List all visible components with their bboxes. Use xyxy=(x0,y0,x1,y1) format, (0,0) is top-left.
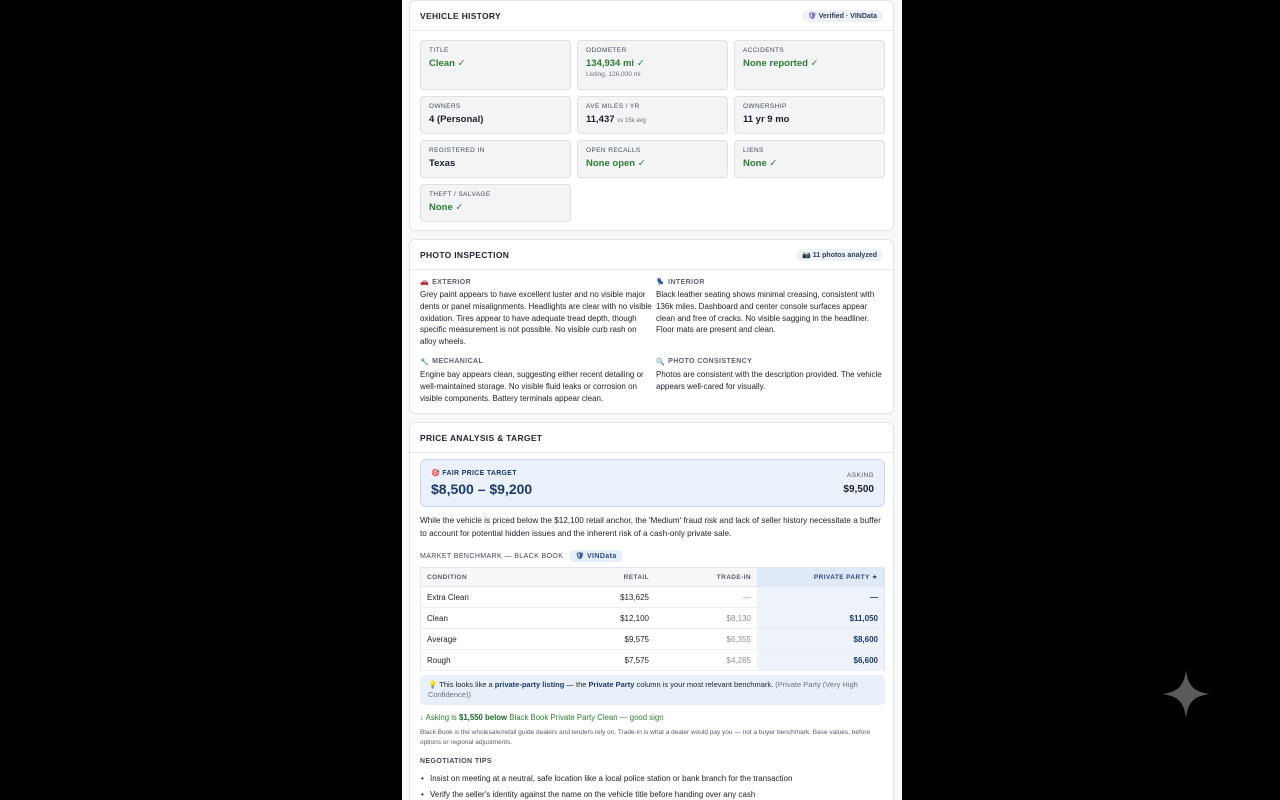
vindata-badge: 🛡 VINData xyxy=(569,550,622,562)
vehicle-history-card xyxy=(409,0,894,231)
table-row: Extra Clean $13,625 — — xyxy=(421,587,885,608)
history-cell-theft: THEFT / SALVAGE None ✓ xyxy=(420,184,571,222)
inspection-mechanical: 🔧 MECHANICAL Engine bay appears clean, suggesting either recent detailing or well-maintained storage. No visible fluid leaks or corrosion on visible components. Battery terminals appear clean. xyxy=(420,358,644,403)
list-item: • Insist on meeting at a neutral, safe location like a local police station or bank branch for the transaction xyxy=(420,771,885,787)
magnifier-icon: 🔍 xyxy=(656,358,666,366)
private-party-hint: 💡 This looks like a private-party listing — the Private Party column is your most relevant benchmark. (Private Party (Very High Confidence)) xyxy=(420,675,885,705)
wrench-icon: 🔧 xyxy=(420,358,430,366)
history-cell-recalls: OPEN RECALLS None open ✓ xyxy=(577,140,728,178)
inspection-photo-consistency: 🔍 PHOTO CONSISTENCY Photos are consistent with the description provided. The vehicle appears well-cared for visually. xyxy=(656,358,882,391)
negotiation-tips-label: NEGOTIATION TIPS xyxy=(420,758,492,765)
fair-price-value: $8,500 – $9,200 xyxy=(431,481,533,497)
col-retail: RETAIL xyxy=(553,568,655,587)
history-cell-odometer: ODOMETER 134,934 mi ✓ Listing, 126,000 mi xyxy=(577,40,728,90)
col-private-party: PRIVATE PARTY ★ xyxy=(757,568,885,587)
price-analysis-title: PRICE ANALYSIS & TARGET xyxy=(420,432,543,443)
asking-value: $9,500 xyxy=(843,484,874,495)
photos-analyzed-badge: 📷 11 photos analyzed xyxy=(796,249,883,261)
table-header-row xyxy=(421,568,885,587)
history-cell-registered: REGISTERED IN Texas xyxy=(420,140,571,178)
black-book-fine-print: Black Book is the wholesale/retail guide dealers and lenders rely on. Trade-in is what a dealer would pay you — not a buyer benchmark. Base values, before options or regional adjustments. xyxy=(420,729,871,746)
history-cell-title: TITLE Clean ✓ xyxy=(420,40,571,90)
report-column xyxy=(402,0,902,800)
inspection-interior: 💺 INTERIOR Black leather seating shows minimal creasing, consistent with 136k miles. Dashboard and center console surfaces appear clean and free of cracks. No visible sagging in the headliner. Floor mats are present and clean. xyxy=(656,278,875,335)
price-note: While the vehicle is priced below the $12,100 retail anchor, the 'Medium' fraud risk and lack of seller history necessitate a buffer to account for potential hidden issues and the inherent risk of a cash-only private sale. xyxy=(420,516,881,538)
col-trade-in: TRADE-IN xyxy=(655,568,757,587)
col-condition: CONDITION xyxy=(421,568,554,587)
price-analysis-header xyxy=(410,423,893,453)
verified-badge: 🛡 Verified · VINData xyxy=(802,10,883,22)
photo-inspection-header xyxy=(410,240,893,270)
seat-icon: 💺 xyxy=(656,279,666,286)
car-icon: 🚗 xyxy=(420,279,430,286)
vehicle-history-header xyxy=(410,1,893,31)
history-grid xyxy=(420,40,885,222)
list-item: • Verify the seller's identity against the name on the vehicle title before handing over any cash xyxy=(420,787,885,800)
inspection-exterior: 🚗 EXTERIOR Grey paint appears to have excellent luster and no visible major dents or panel misalignments. Headlights are clear with no visible oxidation. Tires appear to have adequate tread depth, though specific measurement is not possible. No visible curb rash on alloy wheels. xyxy=(420,278,652,347)
history-cell-accidents: ACCIDENTS None reported ✓ xyxy=(734,40,885,90)
asking-label: ASKING xyxy=(847,472,874,479)
photo-inspection-card xyxy=(409,239,894,414)
photo-inspection-title: PHOTO INSPECTION xyxy=(420,249,510,260)
table-row: Clean $12,100 $8,130 $11,050 xyxy=(421,608,885,629)
negotiation-tips-list xyxy=(420,771,885,800)
table-row: Average $9,575 $6,355 $8,600 xyxy=(421,629,885,650)
history-cell-liens: LIENS None ✓ xyxy=(734,140,885,178)
vehicle-history-title: VEHICLE HISTORY xyxy=(420,10,502,21)
history-cell-ave-miles: AVE MILES / YR 11,437 vs 15k avg xyxy=(577,96,728,134)
inspection-sections xyxy=(420,278,885,404)
market-benchmark-label: MARKET BENCHMARK — BLACK BOOK 🛡 VINData xyxy=(420,550,623,562)
below-book-note: ↓ Asking is $1,550 below Black Book Private Party Clean — good sign xyxy=(420,713,664,722)
fair-price-label: 🎯 FAIR PRICE TARGET xyxy=(431,470,517,477)
history-cell-ownership: OWNERSHIP 11 yr 9 mo xyxy=(734,96,885,134)
history-cell-owners: OWNERS 4 (Personal) xyxy=(420,96,571,134)
sparkle-icon[interactable] xyxy=(1160,668,1212,720)
fair-price-box xyxy=(420,459,885,507)
shield-icon: 🛡 xyxy=(807,12,817,20)
table-row: Rough $7,575 $4,285 $6,600 xyxy=(421,650,885,671)
benchmark-table xyxy=(420,567,885,671)
price-analysis-card xyxy=(409,422,894,800)
